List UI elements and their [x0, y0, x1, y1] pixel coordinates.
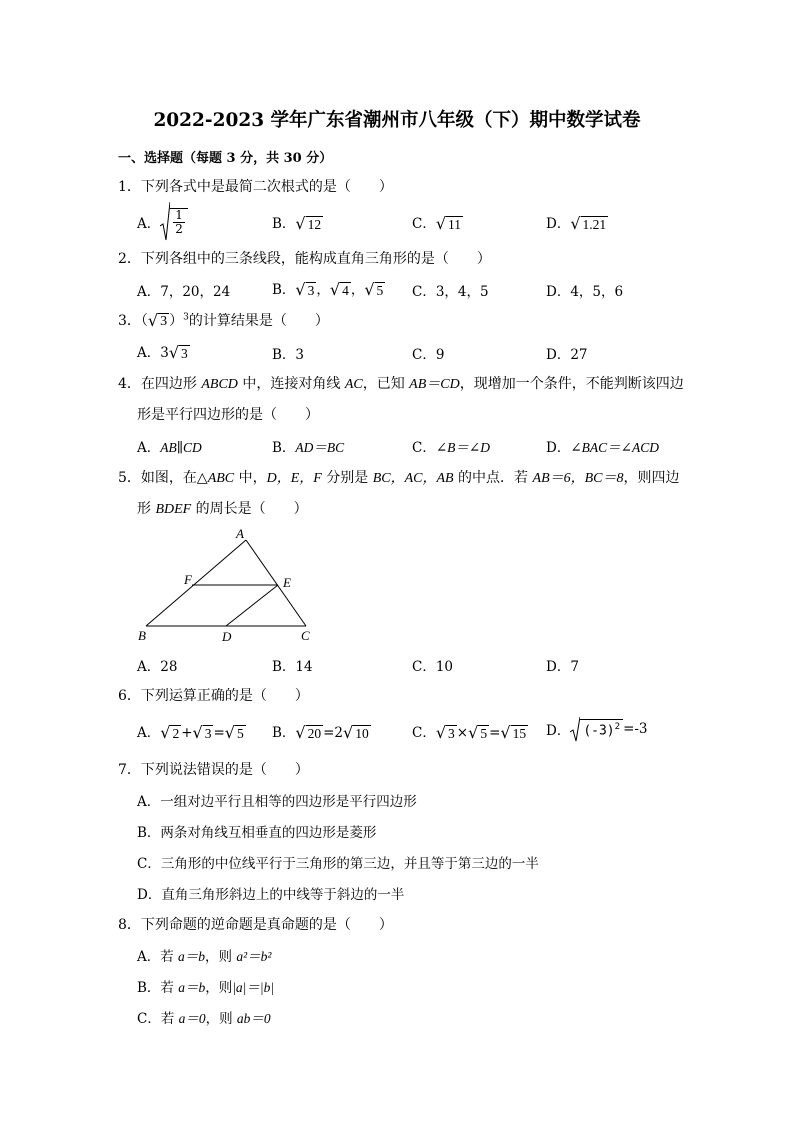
q2-option-a[interactable]: A．7，20，24: [137, 284, 231, 300]
question-2-stem: 2．下列各组中的三条线段，能构成直角三角形的是（ ）: [118, 251, 491, 267]
radicand: 5: [236, 726, 244, 741]
radicand: 15: [512, 726, 527, 741]
label-c: C: [301, 628, 310, 643]
option-label: C．: [412, 440, 436, 456]
q7-option-d[interactable]: D．直角三角形斜边上的中线等于斜边的一半: [137, 887, 405, 903]
stem-text: 的计算结果是（ ）: [188, 313, 329, 329]
sqrt-expression: √ 5: [468, 723, 488, 742]
fraction-denominator: 2: [175, 222, 183, 236]
radicand: 2: [172, 726, 180, 741]
question-4-stem-line2: 形是平行四边形的是（ ）: [137, 407, 319, 423]
option-label: A．3: [137, 345, 169, 361]
option-text: B．若: [137, 980, 179, 996]
q7-option-a[interactable]: A．一组对边平行且相等的四边形是平行四边形: [137, 794, 417, 810]
q8-option-a[interactable]: [137, 945, 271, 965]
q2-option-d[interactable]: D．4，5，6: [546, 284, 624, 300]
question-8-stem: 8．下列命题的逆命题是真命题的是（ ）: [118, 917, 393, 933]
radicand: 3: [160, 313, 168, 329]
q7-option-c[interactable]: C．三角形的中位线平行于三角形的第三边，并且等于第三边的一半: [137, 856, 539, 872]
stem-text: ，已知: [362, 376, 410, 392]
option-label: A．: [137, 440, 161, 456]
stem-text: 3．（: [118, 313, 148, 329]
sqrt-expression: √ 3: [192, 723, 212, 742]
segment-de: [226, 585, 278, 626]
q8-option-b[interactable]: [137, 976, 274, 996]
option-label: D．: [546, 216, 571, 232]
sqrt-expression: √ 3: [147, 310, 168, 330]
fraction-numerator: 1: [175, 207, 183, 222]
math-var: a²＝b²: [236, 949, 272, 964]
q6-option-d[interactable]: [546, 716, 648, 742]
label-a: A: [236, 528, 244, 541]
stem-text: ）: [169, 313, 184, 329]
sqrt-expression: √ 4: [329, 280, 349, 299]
radical-sign-icon: [570, 716, 580, 742]
math-var: ∠BAC＝∠ACD: [570, 440, 659, 455]
math-var: ABC: [207, 471, 235, 486]
sqrt-expression: √ 1.21: [570, 214, 607, 233]
math-var: |a|＝|b|: [232, 980, 275, 995]
q5-option-d[interactable]: D．7: [546, 659, 579, 675]
operator: =2: [323, 725, 344, 741]
math-var: D，E，F: [266, 471, 322, 486]
sqrt-expression: √ 2: [160, 723, 180, 742]
math-var: a＝0: [178, 1011, 206, 1026]
q8-option-c[interactable]: [137, 1007, 271, 1027]
sqrt-expression: √ 12: [295, 214, 322, 233]
math-var: a＝b: [178, 980, 206, 995]
q7-option-b[interactable]: B．两条对角线互相垂直的四边形是菱形: [137, 825, 377, 841]
stem-text: 5．如图，在△: [118, 470, 208, 486]
radicand: 3: [307, 283, 315, 298]
math-var: ABCD: [201, 377, 238, 392]
sqrt-expression: √ 5: [364, 280, 384, 299]
stem-text: 中，连接对角线: [237, 376, 345, 392]
question-4-stem-line1: [118, 373, 684, 393]
q6-option-b[interactable]: [272, 721, 371, 742]
radicand: 20: [307, 726, 322, 741]
option-label: B．: [272, 440, 296, 456]
option-label: C．: [412, 216, 436, 232]
section-heading: 一、选择题（每题 3 分，共 30 分）: [118, 151, 333, 166]
radicand: 1.21: [582, 217, 607, 232]
q1-option-a[interactable]: [137, 202, 188, 242]
q3-option-b[interactable]: B．3: [272, 347, 305, 363]
question-1-stem: 1．下列各式中是最简二次根式的是（ ）: [118, 179, 393, 195]
sqrt-expression: √ 20: [295, 723, 322, 742]
exponent: 3: [183, 312, 189, 323]
label-f: F: [184, 572, 192, 587]
label-b: B: [138, 628, 146, 643]
radicand: 3: [448, 726, 455, 741]
question-3-stem: [118, 310, 329, 330]
q3-option-c[interactable]: C．9: [412, 347, 445, 363]
option-text: ，则: [205, 949, 237, 965]
option-text: ，则: [205, 980, 233, 996]
question-7-stem: 7．下列说法错误的是（ ）: [118, 762, 309, 778]
sqrt-expression: √ 15: [500, 723, 527, 742]
q1-option-d[interactable]: [546, 212, 608, 233]
q4-option-d[interactable]: [546, 436, 659, 456]
option-text: ，则: [205, 1011, 237, 1027]
radicand: 3: [181, 346, 188, 361]
radicand: 4: [342, 283, 349, 298]
triangle-figure: [136, 528, 326, 646]
radicand: 10: [355, 726, 369, 741]
sqrt-fraction: [160, 202, 188, 242]
radicand: 5: [376, 283, 384, 298]
separator: ，: [350, 282, 365, 298]
option-label: D．: [546, 723, 571, 739]
math-var: ab＝0: [236, 1011, 271, 1026]
stem-text: 4．在四边形: [118, 376, 202, 392]
math-var: AD＝BC: [295, 440, 345, 455]
operator: ×: [456, 725, 469, 741]
question-5-stem-line1: [118, 467, 680, 487]
q4-option-b[interactable]: [272, 436, 344, 456]
side-ab: [146, 540, 246, 626]
question-5-stem-line2: [137, 498, 308, 518]
q5-option-a[interactable]: A．28: [137, 659, 178, 675]
stem-text: 的中点．若: [453, 470, 533, 486]
q3-option-a[interactable]: [137, 341, 190, 362]
q4-option-a[interactable]: [137, 436, 202, 456]
radicand: 5: [480, 726, 488, 741]
question-6-stem: 6．下列运算正确的是（ ）: [118, 688, 309, 704]
option-text: C．若: [137, 1011, 179, 1027]
option-text: A．若: [137, 949, 179, 965]
q6-option-a[interactable]: [137, 721, 246, 742]
radicand: 12: [307, 217, 322, 232]
result: =-3: [623, 721, 648, 737]
page-title: 2022-2023 学年广东省潮州市八年级（下）期中数学试卷: [153, 110, 641, 131]
stem-text: 形: [137, 501, 156, 517]
label-e: E: [283, 575, 291, 590]
stem-text: 中，: [234, 470, 267, 486]
sqrt-expression: [570, 716, 623, 742]
q1-option-c[interactable]: [412, 212, 463, 233]
math-var: AB∥CD: [160, 440, 202, 455]
q2-option-c[interactable]: C．3，4，5: [412, 284, 489, 300]
q5-option-c[interactable]: C．10: [412, 659, 454, 675]
option-label: A．: [137, 725, 161, 741]
q5-option-b[interactable]: B．14: [272, 659, 313, 675]
sqrt-expression: √ 10: [343, 723, 369, 742]
q1-option-b[interactable]: [272, 212, 323, 233]
sqrt-expression: √ 5: [224, 723, 244, 742]
stem-text: 分别是: [321, 470, 373, 486]
option-label: A．: [137, 216, 161, 232]
stem-text: ，则四边: [623, 470, 680, 486]
stem-text: ，现增加一个条件，不能判断该四边: [459, 376, 684, 392]
option-label: C．: [412, 725, 436, 741]
radical-sign-icon: [160, 202, 170, 242]
operator: +: [181, 725, 193, 741]
separator: ，: [316, 282, 330, 298]
q6-option-c[interactable]: [412, 721, 528, 742]
radicand: 11: [448, 217, 462, 232]
sqrt-expression: √ 11: [435, 214, 462, 233]
option-label: D．: [546, 440, 571, 456]
q4-option-c[interactable]: [412, 436, 490, 456]
math-var: BDEF: [155, 502, 192, 517]
q3-option-d[interactable]: D．27: [546, 347, 588, 363]
sqrt-expression: √ 3: [168, 343, 188, 362]
math-var: AB＝6，BC＝8: [532, 471, 624, 486]
option-label: B．: [272, 216, 296, 232]
math-var: AB＝CD: [409, 377, 460, 392]
sqrt-expression: √ 3: [435, 723, 455, 742]
math-var: ∠B＝∠D: [435, 440, 490, 455]
exponent: 2: [614, 722, 621, 733]
radicand: (-3): [583, 723, 615, 739]
math-var: AC: [344, 377, 363, 392]
radicand: 3: [204, 726, 212, 741]
stem-text: 的周长是（ ）: [191, 501, 308, 517]
math-var: BC，AC，AB: [372, 471, 454, 486]
label-d: D: [222, 629, 232, 644]
operator: =: [489, 725, 501, 741]
side-ac: [246, 540, 306, 626]
operator: =: [213, 725, 225, 741]
option-label: B．: [272, 282, 296, 298]
q2-option-b[interactable]: [272, 278, 385, 299]
option-label: B．: [272, 725, 296, 741]
sqrt-expression: √ 3: [295, 280, 315, 299]
math-var: a＝b: [178, 949, 206, 964]
